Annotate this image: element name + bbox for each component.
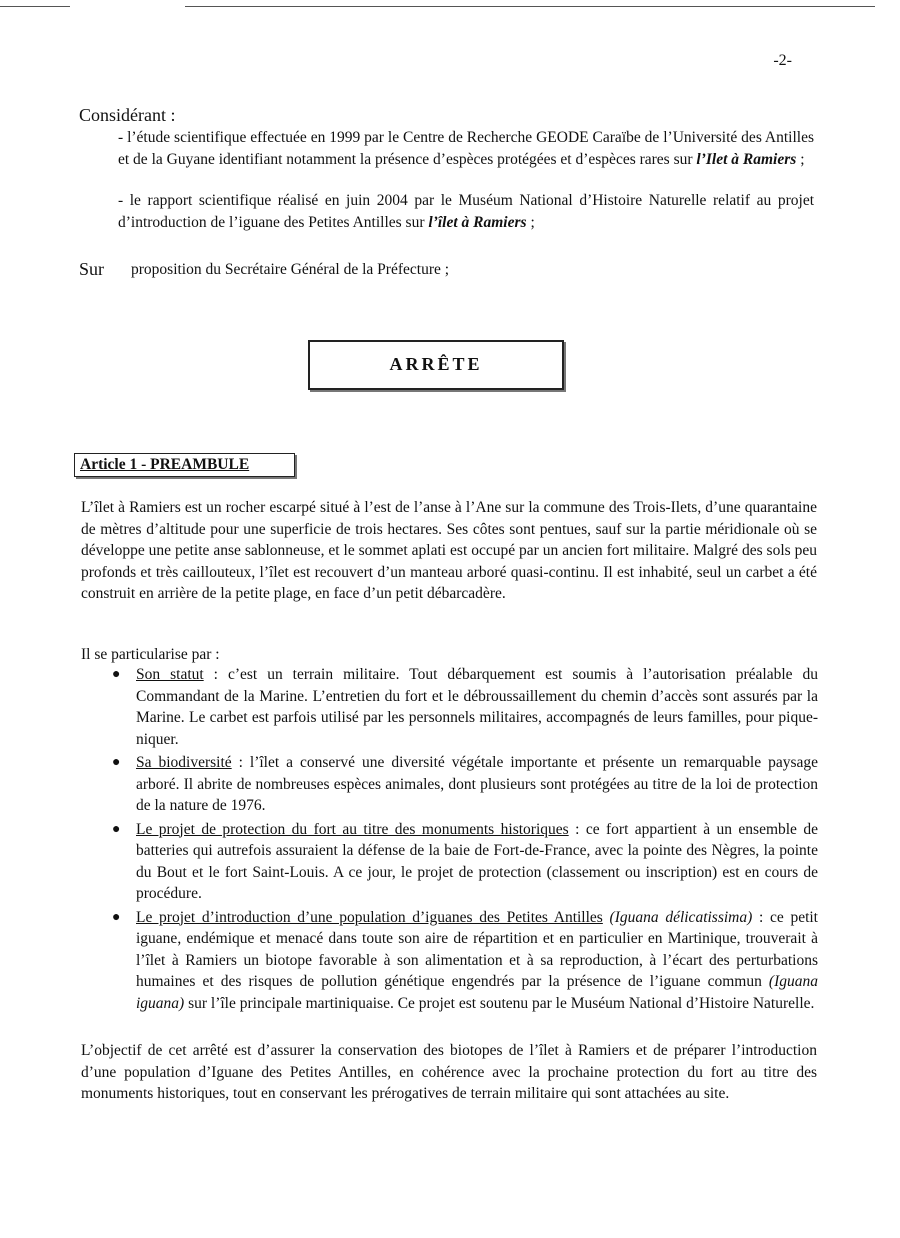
arrete-title: ARRÊTE	[389, 354, 483, 375]
bullet-biodiversite-text: : l’îlet a conservé une diversité végétale importante et présente un remarquable paysage arboré. Il abrite de nombreuses espèces animales, dont plusieurs sont protégées au titre de la loi de protection de la nature de 1976.	[136, 754, 819, 814]
considerant-heading: Considérant :	[79, 105, 176, 125]
article-1-intro-paragraph: L’îlet à Ramiers est un rocher escarpé situé à l’est de l’anse à l’Ane sur la commune des Trois-Ilets, d’une quarantaine de mètres d’altitude pour une superficie de trois hectares. Ses côtes sont pentues, sauf sur la partie méridionale où se développe une petite anse sablonneuse, et le sommet aplati est occupé par un ancien fort militaire. Malgré des sols peu profonds et très caillouteux, l’îlet est recouvert d’un manteau arboré quasi-continu. Il est inhabité, seul un carbet a été construit en arrière de la petite plage, en face d’un petit débarcadère.	[81, 499, 817, 602]
bullet-iguanes-species-2: (Iguana iguana)	[136, 973, 818, 1012]
considerant-item-2-place: l’îlet à Ramiers	[428, 213, 527, 231]
considerant-item-1	[118, 127, 814, 170]
bullet-dot-icon: ●	[112, 755, 121, 770]
bullet-dot-icon: ●	[112, 909, 121, 925]
bullet-dot-icon: ●	[112, 821, 121, 837]
bullet-protection-fort	[110, 819, 818, 905]
considerant-item-2-end: ;	[526, 213, 535, 231]
arrete-title-box	[308, 340, 564, 390]
bullet-statut	[110, 664, 818, 750]
page-number: -2-	[773, 52, 792, 69]
bullet-protection-fort-text: : ce fort appartient à un ensemble de batteries qui autrefois assuraient la défense de la baie de Fort-de-France, avec la pointe des Nègres, la pointe du Bout et le fort Saint-Louis. A ce jour, le projet de protection (classement ou inscription) est en cours de procédure.	[136, 820, 818, 902]
considerant-item-2	[118, 190, 814, 233]
article-1-title: Article 1 - PREAMBULE	[80, 456, 250, 473]
bullet-iguanes-text-a: : ce petit iguane, endémique et menacé dans toute son aire de répartition et en particulier en Martinique, trouverait à l’îlet à Ramiers un biotope favorable à son alimentation et à sa reproduction, à l’écart des perturbations humaines et des risques de pollution génétique engendrés par la présence de l’iguane commun	[136, 908, 818, 990]
article-1-title-box	[74, 453, 295, 477]
article-1-bullet-list	[110, 664, 818, 1014]
bullet-iguanes-text-b: sur l’île principale martiniquaise. Ce projet est soutenu par le Muséum National d’Histoire Naturelle.	[184, 994, 815, 1012]
bullet-iguanes-species: (Iguana délicatissima)	[609, 908, 753, 926]
top-rule-main	[185, 6, 875, 7]
objective-paragraph: L’objectif de cet arrêté est d’assurer la conservation des biotopes de l’îlet à Ramiers et de préparer l’introduction d’une population d’Iguane des Petites Antilles, en cohérence avec la prochaine protection du fort au titre des monuments historiques, tout en conservant les prérogatives de terrain militaire qui sont attachées au site.	[81, 1042, 817, 1102]
considerant-item-2-text: - le rapport scientifique réalisé en juin 2004 par le Muséum National d’Histoire Naturelle relatif au projet d’introduction de l’iguane des Petites Antilles sur	[118, 192, 814, 231]
sur-label: Sur	[79, 259, 105, 279]
top-rule-left	[0, 6, 70, 7]
considerant-item-1-place: l’Ilet à Ramiers	[696, 150, 797, 168]
bullet-biodiversite-title: Sa biodiversité	[136, 754, 232, 771]
bullet-statut-title: Son statut	[136, 666, 204, 683]
bullet-statut-text: : c’est un terrain militaire. Tout débarquement est soumis à l’autorisation préalable du Commandant de la Marine. L’entretien du fort et le débroussaillement du chemin d’accès sont assurés par la Marine. Le carbet est parfois utilisé par les personnels militaires, accompagnés de leurs familles, pour pique-niquer.	[136, 666, 818, 748]
bullet-iguanes	[110, 907, 818, 1015]
considerant-item-1-end: ;	[796, 150, 805, 168]
sur-text: proposition du Secrétaire Général de la Préfecture ;	[131, 261, 450, 278]
bullet-protection-fort-title: Le projet de protection du fort au titre des monuments historiques	[136, 820, 569, 838]
bullet-biodiversite	[110, 752, 818, 817]
bullet-iguanes-title: Le projet d’introduction d’une population d’iguanes des Petites Antilles	[136, 908, 603, 926]
considerant-item-1-text: - l’étude scientifique effectuée en 1999 par le Centre de Recherche GEODE Caraïbe de l’Université des Antilles et de la Guyane identifiant notamment la présence d’espèces protégées et d’espèces rares sur	[118, 129, 814, 168]
bullet-dot-icon: ●	[112, 667, 121, 682]
particularise-line: Il se particularise par :	[81, 646, 220, 663]
